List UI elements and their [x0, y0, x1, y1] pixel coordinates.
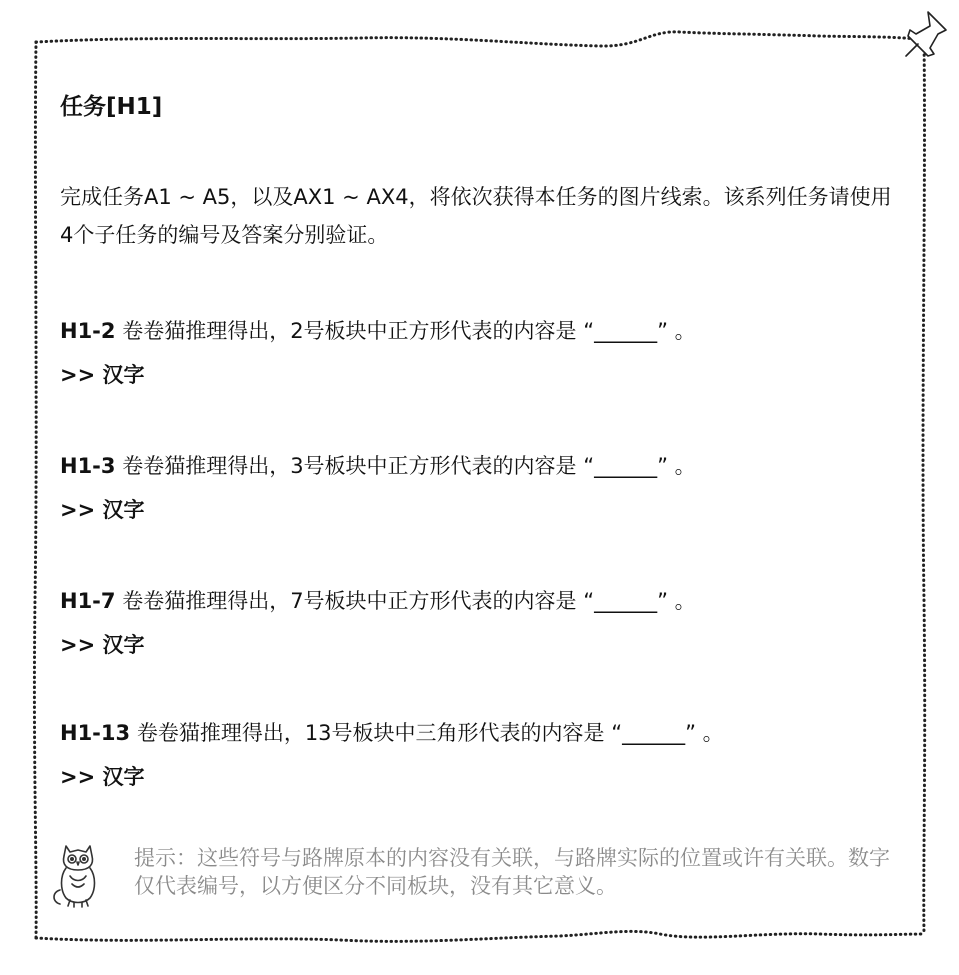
task-answer: >> 汉字	[60, 498, 145, 522]
frame-right-edge	[923, 40, 925, 934]
task-item	[60, 586, 920, 660]
task-question	[60, 586, 920, 616]
task-text: 卷卷猫推理得出，2号板块中正方形代表的内容是 “______” 。	[115, 319, 696, 343]
task-item	[60, 718, 920, 792]
pushpin-icon	[906, 12, 946, 56]
task-answer: >> 汉字	[60, 633, 145, 657]
frame-left-edge	[34, 42, 36, 938]
task-id: H1-13	[60, 721, 131, 745]
task-id: H1-2	[60, 319, 116, 343]
task-answer: >> 汉字	[60, 363, 145, 387]
task-id: H1-7	[60, 589, 116, 613]
task-id: H1-3	[60, 454, 116, 478]
task-item	[60, 451, 920, 525]
task-text: 卷卷猫推理得出，7号板块中正方形代表的内容是 “______” 。	[115, 589, 696, 613]
task-item	[60, 316, 920, 390]
owl-icon	[50, 840, 108, 908]
hint-text: 提示：这些符号与路牌原本的内容没有关联，与路牌实际的位置或许有关联。数字仅代表编号，以方便区分不同板块，没有其它意义。	[134, 846, 890, 898]
page-title: 任务[H1]	[60, 94, 163, 120]
task-text: 卷卷猫推理得出，3号板块中正方形代表的内容是 “______” 。	[115, 454, 696, 478]
task-question	[60, 718, 920, 748]
task-question	[60, 316, 920, 346]
frame-top-edge	[36, 32, 924, 46]
frame-bottom-edge	[36, 931, 924, 941]
task-question	[60, 451, 920, 481]
task-answer: >> 汉字	[60, 765, 145, 789]
task-text: 卷卷猫推理得出，13号板块中三角形代表的内容是 “______” 。	[130, 721, 724, 745]
intro-paragraph: 完成任务A1 ~ A5，以及AX1 ~ AX4，将依次获得本任务的图片线索。该系列任务请使用4个子任务的编号及答案分别验证。	[60, 185, 892, 247]
